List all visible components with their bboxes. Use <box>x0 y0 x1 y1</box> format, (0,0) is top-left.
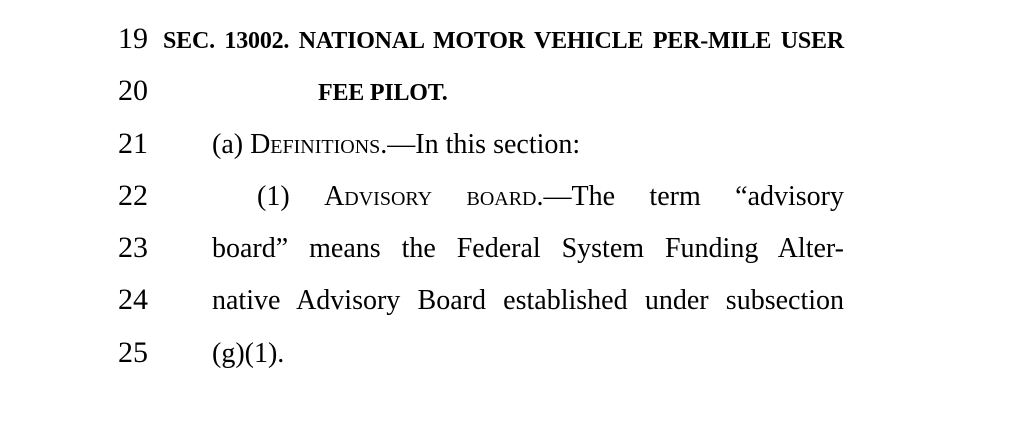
line-number: 21 <box>118 126 148 160</box>
line-text: native Advisory Board established under subsection <box>212 285 844 317</box>
line-number: 20 <box>118 74 148 108</box>
line-number: 19 <box>118 22 148 55</box>
line-text-segment-post: .—In this section: <box>380 128 581 160</box>
subsection-a-line <box>163 119 844 171</box>
line-text-segment-pre: (a) <box>212 128 251 160</box>
line-number: 24 <box>118 283 148 317</box>
text-line-22 <box>0 170 844 222</box>
line-text: SEC. 13002. NATIONAL MOTOR VEHICLE PER-MILE USER <box>163 28 844 54</box>
section-heading-line-2 <box>163 67 844 119</box>
paragraph-1-line-3 <box>163 275 844 327</box>
text-line-19 <box>0 13 844 65</box>
line-text: board” means the Federal System Funding Alter- <box>212 233 844 265</box>
text-line-23 <box>0 222 844 274</box>
line-text: FEE PILOT. <box>318 80 448 107</box>
defined-term-smallcaps: Advisory board <box>324 180 537 212</box>
bill-text-block <box>0 13 844 379</box>
text-line-24 <box>0 274 844 326</box>
text-line-21 <box>0 118 844 170</box>
line-number: 25 <box>118 335 148 369</box>
line-text-segment-post: .—The term “advisory <box>536 180 845 212</box>
line-text-segment-pre: (1) <box>257 180 325 212</box>
paragraph-1-line-2 <box>163 223 844 275</box>
line-text: (g)(1). <box>212 337 285 369</box>
paragraph-1-line-4 <box>163 328 844 380</box>
line-number: 22 <box>118 178 148 212</box>
text-line-25 <box>0 327 844 379</box>
paragraph-1-line-1 <box>163 171 844 223</box>
text-line-20 <box>0 65 844 117</box>
line-number: 23 <box>118 231 148 265</box>
defined-term-smallcaps: Definitions <box>250 128 381 160</box>
section-heading-line-1 <box>163 15 844 67</box>
